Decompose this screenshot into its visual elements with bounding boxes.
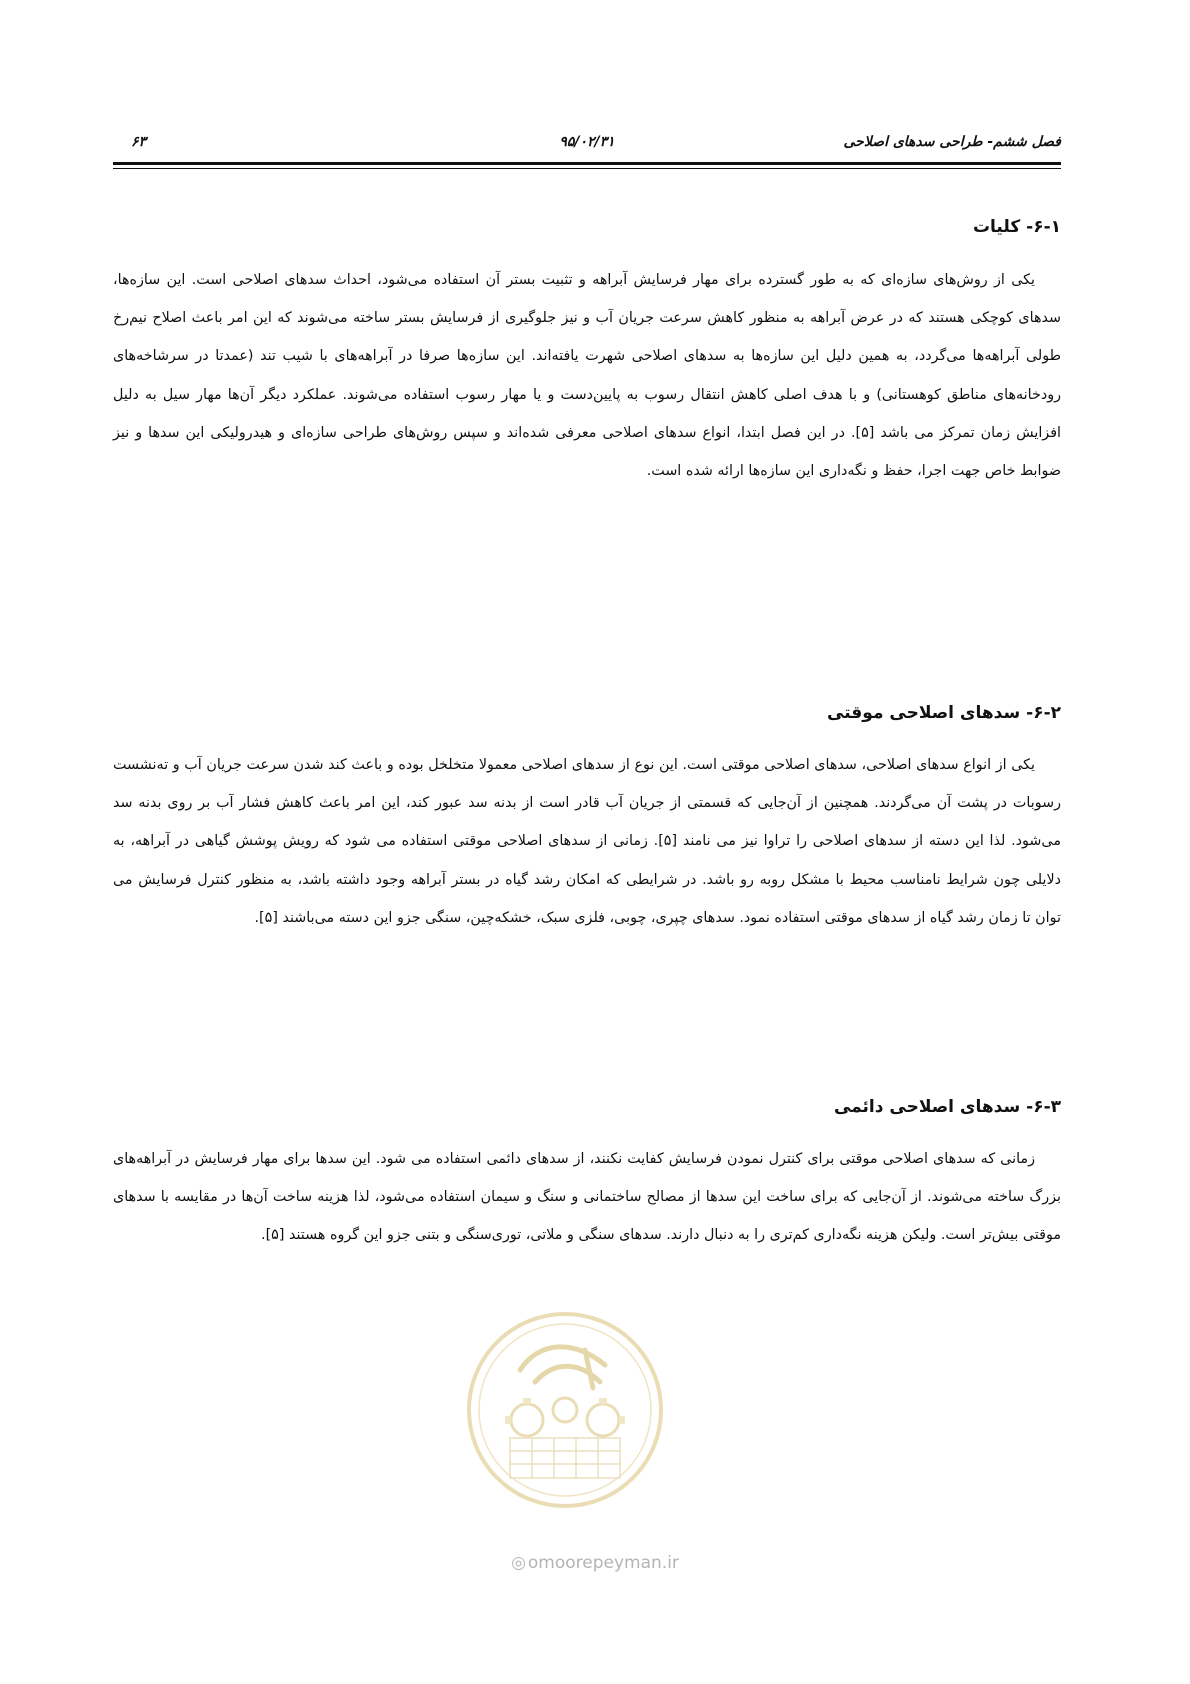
header-rule-thick <box>113 162 1061 165</box>
section-temporary-check-dams <box>113 698 1061 937</box>
section-heading: ۶-۲- سدهای اصلاحی موقتی <box>827 703 1061 723</box>
section-general <box>113 212 1061 490</box>
section-heading: ۶-۱- کلیات <box>972 217 1061 237</box>
body-content <box>113 212 1061 1244</box>
instagram-icon: ◎ <box>511 1553 526 1573</box>
page-number: ۶۳ <box>131 134 147 150</box>
section-permanent-check-dams <box>113 1092 1061 1255</box>
watermark-seal-logo <box>465 1310 665 1510</box>
section-paragraph: یکی از انواع سدهای اصلاحی، سدهای اصلاحی موقتی است. این نوع از سدهای اصلاحی معمولا متخلخل بوده و باعث کند شدن سرعت جریان آب و ته‌نشست رسوبات در پشت آن می‌گردند. همچنین از آن‌جایی که قسمتی از جریان آب قادر است از بدنه سد عبور کند، این امر باعث کاهش فشار آب بر روی بدنه سد می‌شود. لذا این دسته از سدهای اصلاحی را تراوا نیز می نامند [۵]. زمانی از سدهای اصلاحی موقتی استفاده می شود که رویش پوشش گیاهی در آبراهه، به دلایلی چون شرایط نامناسب محیط با مشکل روبه رو باشد. در شرایطی که امکان رشد گیاه در بستر آبراهه وجود داشته باشد، به منظور کنترل فرسایش می توان تا زمان رشد گیاه از سدهای موقتی استفاده نمود. سدهای چپری، چوبی، فلزی سبک، خشکه‌چین، سنگی جزو این دسته می‌باشند [۵]. <box>113 757 1061 926</box>
section-paragraph: یکی از روش‌های سازه‌ای که به طور گسترده برای مهار فرسایش آبراهه و تثبیت بستر آن استفاده می‌شود، احداث سدهای اصلاحی است. این سازه‌ها، سدهای کوچکی هستند که در عرض آبراهه به منظور کاهش سرعت جریان آب و نیز جلوگیری از فرسایش بستر ساخته می‌شوند که این امر باعث اصلاح نیم‌رخ طولی آبراهه‌ها می‌گردد، به همین دلیل این سازه‌ها به سدهای اصلاحی شهرت یافته‌اند. این سازه‌ها صرفا در آبراهه‌های با شیب تند (عمدتا در سرشاخه‌های رودخانه‌های مناطق کوهستانی) و با هدف اصلی کاهش انتقال رسوب به پایین‌دست و یا مهار رسوب استفاده می‌شوند. عملکرد دیگر آن‌ها مهار سیل به دلیل افزایش زمان تمرکز می باشد [۵]. در این فصل ابتدا، انواع سدهای اصلاحی معرفی شده‌اند و سپس روش‌های طراحی سازه‌ای و هیدرولیکی این سدها و نیز ضوابط خاص جهت اجرا، حفظ و نگه‌داری این سازه‌ها ارائه شده است. <box>113 272 1061 480</box>
watermark-url <box>0 1553 1190 1573</box>
running-header <box>113 128 1061 158</box>
header-rule-thin <box>113 168 1061 169</box>
section-paragraph: زمانی که سدهای اصلاحی موقتی برای کنترل نمودن فرسایش کفایت نکنند، از سدهای دائمی استفاده می شود. این سدها برای مهار فرسایش در آبراهه‌های بزرگ ساخته می‌شوند. از آن‌جایی که برای ساخت این سدها از مصالح ساختمانی و سنگ و سیمان استفاده می‌شود، لذا هزینه ساخت آن‌ها در مقایسه با سدهای موقتی بیش‌تر است. ولیکن هزینه نگه‌داری کم‌تری را به دنبال دارند. سدهای سنگی و ملاتی، توری‌سنگی و بتنی جزو این گروه هستند [۵]. <box>113 1151 1061 1244</box>
watermark-url-text: omoorepeyman.ir <box>527 1553 679 1573</box>
chapter-title: فصل ششم- طراحی سدهای اصلاحی <box>843 134 1061 150</box>
section-heading: ۶-۳- سدهای اصلاحی دائمی <box>833 1097 1061 1117</box>
header-date: ۹۵/۰۲/۳۱ <box>559 134 615 150</box>
